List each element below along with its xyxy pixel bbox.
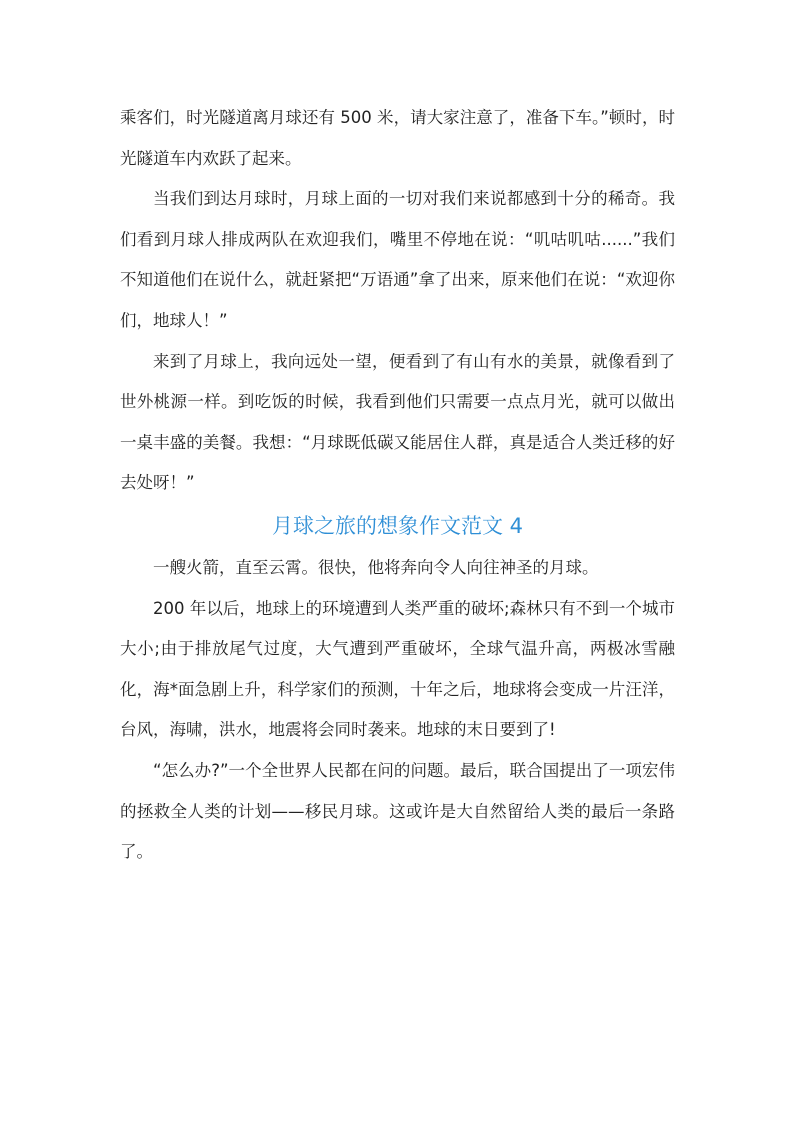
paragraph-3: 来到了月球上，我向远处一望，便看到了有山有水的美景，就像看到了世外桃源一样。到吃饭的时候，我看到他们只需要一点点月光，就可以做出一桌丰盛的美餐。我想：“月球既低碳又能居住人群，真是适合人类迁移的好去处呀！” <box>120 351 675 493</box>
paragraph-4: 一艘火箭，直至云霄。很快，他将奔向令人向往神圣的月球。 <box>153 557 599 577</box>
paragraph-5: 200 年以后，地球上的环境遭到人类严重的破坏;森林只有不到一个城市大小;由于排放尾气过度，大气遭到严重破坏，全球气温升高，两极冰雪融化，海*面急剧上升，科学家们的预测，十年之后，地球将会变成一片汪洋，台风，海啸，洪水，地震将会同时袭来。地球的末日要到了! <box>120 598 675 740</box>
paragraph-2: 当我们到达月球时，月球上面的一切对我们来说都感到十分的稀奇。我们看到月球人排成两队在欢迎我们，嘴里不停地在说：“叽咕叽咕......”我们不知道他们在说什么，就赶紧把“万语通”拿了出来，原来他们在说：“欢迎你们，地球人！” <box>120 189 675 330</box>
paragraph-6: “怎么办?”一个全世界人民都在问的问题。最后，联合国提出了一项宏伟的拯救全人类的计划——移民月球。这或许是大自然留给人类的最后一条路了。 <box>120 760 675 862</box>
paragraph-1: 乘客们，时光隧道离月球还有 500 米，请大家注意了，准备下车。”顿时，时光隧道车内欢跃了起来。 <box>120 108 675 168</box>
section-heading: 月球之旅的想象作文范文 4 <box>271 513 524 538</box>
document-page <box>120 98 675 873</box>
